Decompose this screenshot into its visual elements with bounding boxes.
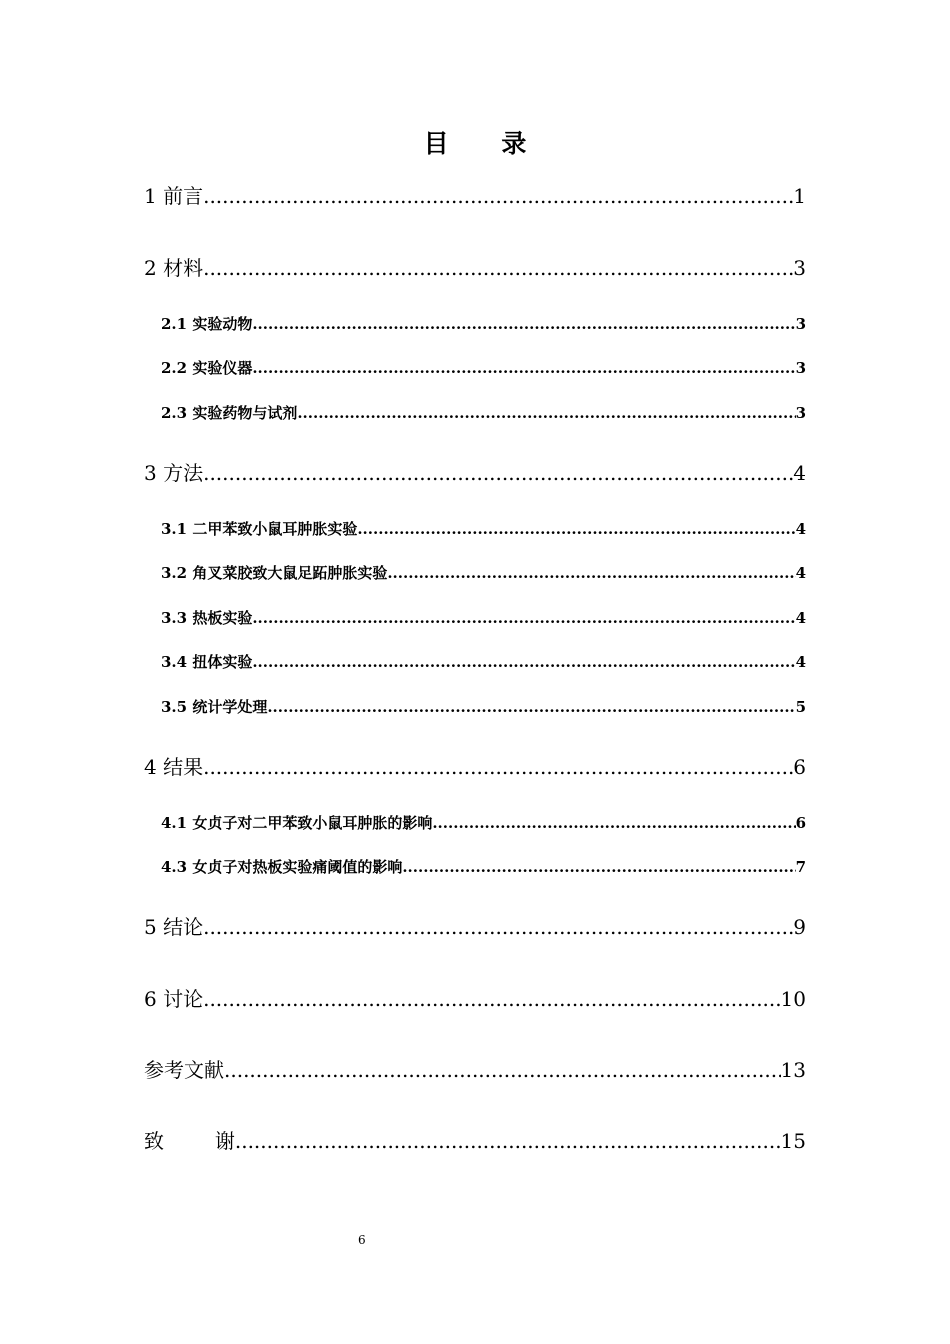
toc-leader-dots [203,915,793,939]
toc-leader-dots [387,564,795,582]
toc-entry[interactable] [144,457,806,486]
toc-leader-dots [252,609,795,627]
toc-entry[interactable] [161,402,806,423]
toc-leader-dots [203,987,780,1011]
toc-entry-label: 3.1 二甲苯致小鼠耳肿胀实验 [161,520,358,538]
toc-entry[interactable] [161,607,806,628]
toc-entry-page: 1 [793,184,806,208]
toc-entry-label: 6 讨论 [144,987,204,1011]
toc-entry[interactable] [161,651,806,672]
toc-entry-page: 6 [795,814,806,832]
toc-entry[interactable] [144,1125,806,1154]
toc-leader-dots [203,461,793,485]
toc-entry-label: 4.3 女贞子对热板实验痛阈值的影响 [161,858,403,876]
toc-leader-dots [203,184,793,208]
toc-leader-dots [235,1129,781,1153]
toc-entry-label: 2.2 实验仪器 [161,359,253,377]
toc-entry-label: 4.1 女贞子对二甲苯致小鼠耳肿胀的影响 [161,814,433,832]
toc-entry-label: 1 前言 [144,184,204,208]
toc-entry-label: 参考文献 [144,1058,224,1082]
toc-entry-page: 3 [795,359,806,377]
toc-entry-page: 3 [793,256,806,280]
toc-title-char-2: 录 [501,129,527,158]
toc-entry-label: 2.3 实验药物与试剂 [161,404,298,422]
toc-entry[interactable] [161,812,806,833]
toc-entry-page: 4 [795,520,806,538]
toc-leader-dots [224,1058,781,1082]
toc-entry-page: 3 [795,404,806,422]
toc-entry[interactable] [161,357,806,378]
toc-entry[interactable] [144,983,806,1012]
toc-entry-page: 4 [793,461,806,485]
toc-entry-page: 4 [795,609,806,627]
toc-entry-page: 15 [780,1129,806,1153]
toc-entry-page: 6 [793,755,806,779]
toc-entry-page: 7 [795,858,806,876]
toc-entry-label: 2.1 实验动物 [161,315,253,333]
toc-entry[interactable] [161,562,806,583]
toc-title [0,124,950,160]
toc-entry-page: 3 [795,315,806,333]
toc-leader-dots [402,858,795,876]
toc-entry-page: 4 [795,653,806,671]
toc-entry-page: 10 [780,987,806,1011]
toc-entry-label: 3.3 热板实验 [161,609,253,627]
toc-title-char-1: 目 [423,129,449,158]
toc-leader-dots [252,315,795,333]
toc-entry[interactable] [144,751,806,780]
toc-entry-label: 致 谢 [144,1129,235,1153]
toc-entry-label: 3 方法 [144,461,204,485]
toc-entry[interactable] [144,180,806,209]
toc-entry[interactable] [161,518,806,539]
toc-entry[interactable] [161,313,806,334]
toc-entry-label: 3.4 扭体实验 [161,653,253,671]
toc-entry-page: 4 [795,564,806,582]
toc-entry-page: 13 [780,1058,806,1082]
toc-entry-page: 5 [795,698,806,716]
toc-entry[interactable] [144,252,806,281]
toc-leader-dots [203,755,793,779]
toc-entry-label: 2 材料 [144,256,204,280]
footer-page-number: 6 [358,1233,366,1247]
toc-entry[interactable] [144,911,806,940]
toc-leader-dots [252,359,795,377]
toc-entry-label: 3.2 角叉菜胶致大鼠足跖肿胀实验 [161,564,388,582]
toc-leader-dots [357,520,795,538]
toc-leader-dots [297,404,795,422]
toc-leader-dots [252,653,795,671]
toc-entry[interactable] [144,1054,806,1083]
toc-leader-dots [267,698,795,716]
toc-entry[interactable] [161,696,806,717]
toc-leader-dots [203,256,793,280]
toc-entry-label: 3.5 统计学处理 [161,698,268,716]
toc-leader-dots [432,814,795,832]
toc-entry-label: 5 结论 [144,915,204,939]
toc-entry-page: 9 [793,915,806,939]
toc-entry-label: 4 结果 [144,755,204,779]
toc-entry[interactable] [161,856,806,877]
